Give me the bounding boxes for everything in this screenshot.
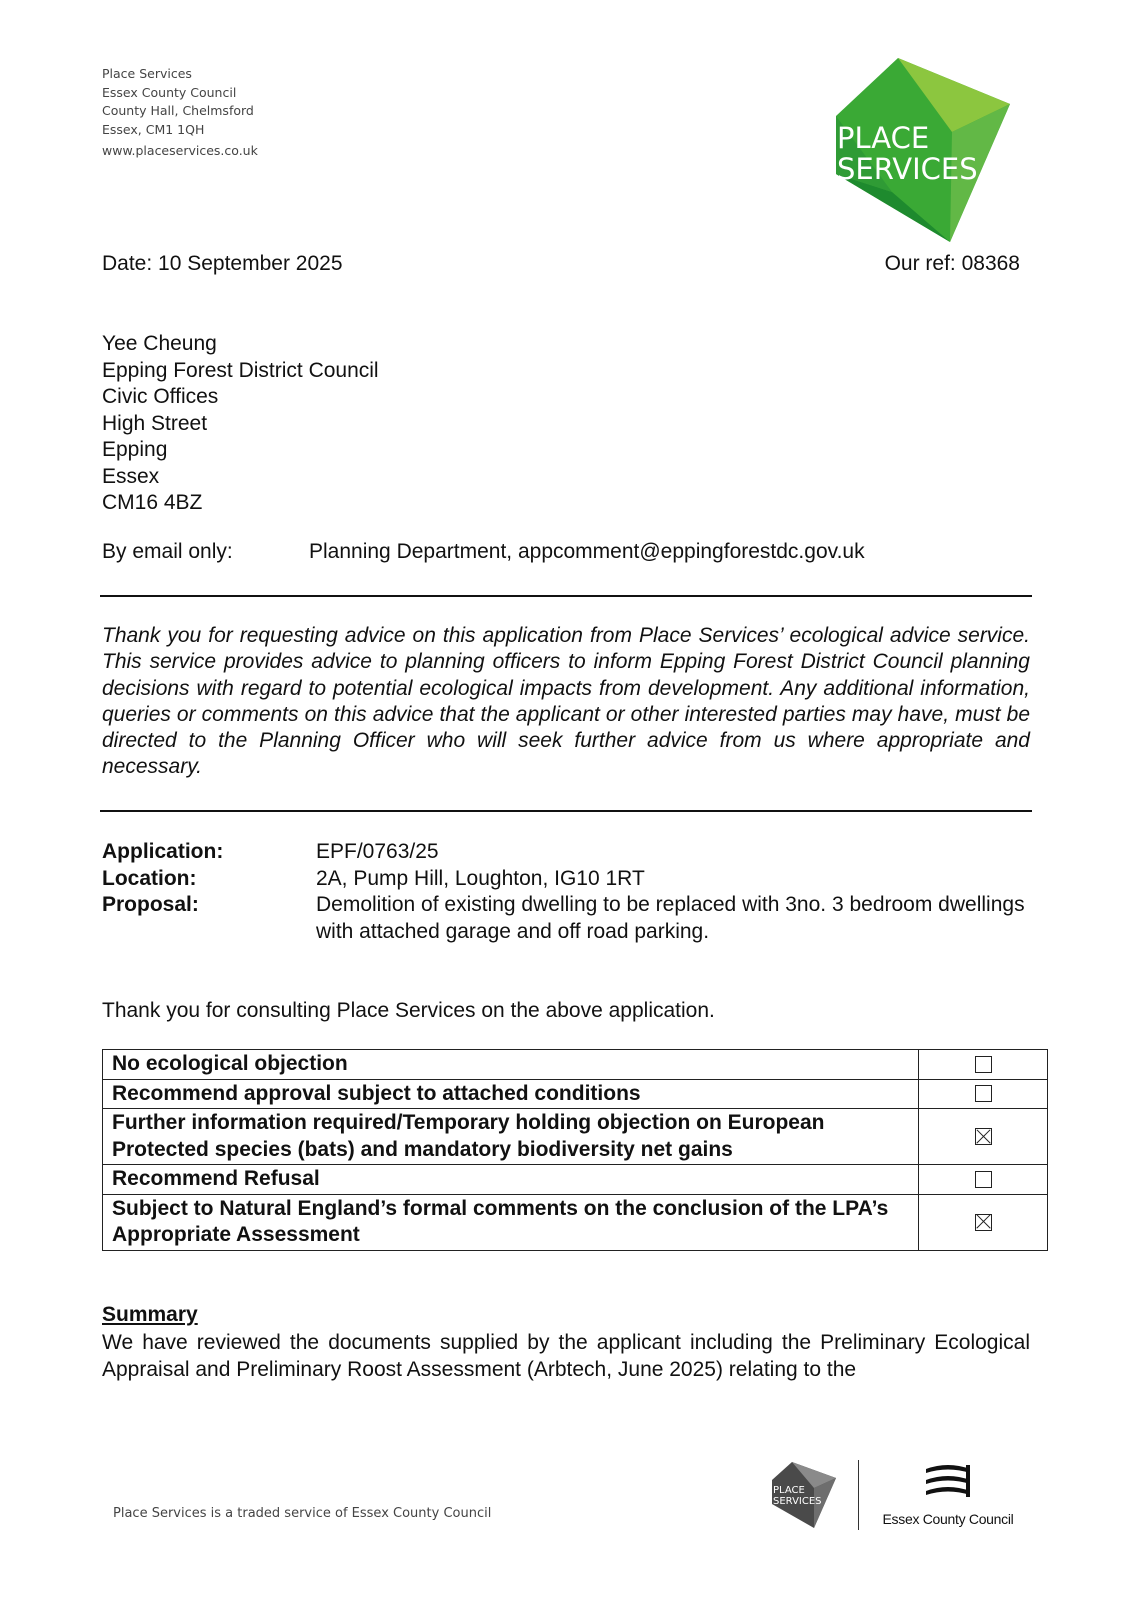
sender-website: www.placeservices.co.uk [102,143,258,158]
location-label: Location: [102,866,197,890]
table-row [103,1109,1048,1165]
recipient-line: Yee Cheung [102,332,217,355]
table-row [103,1194,1048,1250]
footer-text: Place Services is a traded service of Essex County Council [113,1506,492,1521]
table-row [103,1165,1048,1195]
application-details [102,839,1032,945]
proposal-value: Demolition of existing dwelling to be replaced with 3no. 3 bedroom dwellings with attached garage and off road parking. [316,893,1025,943]
recipient-line: Epping [102,438,168,461]
recipient-address [102,331,379,517]
footer-divider [858,1460,859,1530]
table-row [103,1079,1048,1109]
recipient-line: High Street [102,411,208,435]
summary-heading: Summary [102,1303,198,1326]
sender-line: Essex County Council [102,84,237,100]
divider [100,810,1032,812]
application-row [102,839,1032,866]
checkbox[interactable] [975,1171,992,1188]
recipient-line: Epping Forest District Council [102,358,379,382]
checkbox[interactable] [975,1056,992,1073]
email-row [102,540,1022,564]
email-value: Planning Department, appcomment@eppingforestdc.gov.uk [309,540,865,563]
checkbox[interactable] [975,1085,992,1102]
footer-logo-line1: PLACE [773,1485,805,1496]
footer-logo-line2: SERVICES [773,1496,822,1507]
recipient-line: Essex [102,464,160,488]
sender-line: Place Services [102,66,192,81]
option-label: No ecological objection [103,1050,919,1080]
letter-date: Date: 10 September 2025 [102,252,343,275]
sender-line: County Hall, Chelmsford [102,103,254,118]
application-label: Application: [102,840,224,863]
email-label: By email only: [102,540,233,563]
option-label: Recommend approval subject to attached conditions [103,1079,919,1109]
option-label: Recommend Refusal [103,1165,919,1195]
recipient-line: Civic Offices [102,385,219,408]
logo-text-line1: PLACE [837,121,930,155]
option-label: Subject to Natural England’s formal comments on the conclusion of the LPA’s Appropriate Assessment [103,1194,919,1250]
footer-place-services-logo [770,1460,842,1530]
logo-text-line2: SERVICES [837,152,978,186]
intro-paragraph: Thank you for requesting advice on this application from Place Services’ ecological advice service. This service provides advice to planning officers to inform Epping Forest District Council planning decisions with regard to potential ecological impacts from development. Any additional information, queries or comments on this advice that the applicant or other interested parties may have, must be directed to the Planning Officer who will seek further advice from us where appropriate and necessary. [102,624,1030,779]
recommendation-table [102,1049,1048,1251]
ecc-wordmark: Essex County Council [882,1511,1014,1527]
place-services-logo [832,52,1032,252]
summary-text: We have reviewed the documents supplied by the applicant including the Preliminary Ecological Appraisal and Preliminary Roost Assessment (Arbtech, June 2025) relating to the [102,1331,1030,1381]
recipient-line: CM16 4BZ [102,491,203,514]
our-reference: Our ref: 08368 [884,252,1020,275]
essex-seaxes-icon [918,1460,978,1502]
proposal-label: Proposal: [102,893,199,916]
divider [100,595,1032,597]
checkbox[interactable] [975,1214,992,1231]
sender-line: Essex, CM1 1QH [102,121,205,137]
location-value: 2A, Pump Hill, Loughton, IG10 1RT [316,866,645,890]
application-value: EPF/0763/25 [316,840,439,863]
location-row [102,866,1032,893]
essex-county-council-logo [878,1460,1018,1530]
table-row [103,1050,1048,1080]
proposal-row [102,892,1032,945]
sender-address [102,65,258,161]
checkbox[interactable] [975,1128,992,1145]
option-label: Further information required/Temporary holding objection on European Protected species (bats) and mandatory biodiversity net gains [103,1109,919,1165]
thanks-line: Thank you for consulting Place Services on the above application. [102,999,715,1022]
